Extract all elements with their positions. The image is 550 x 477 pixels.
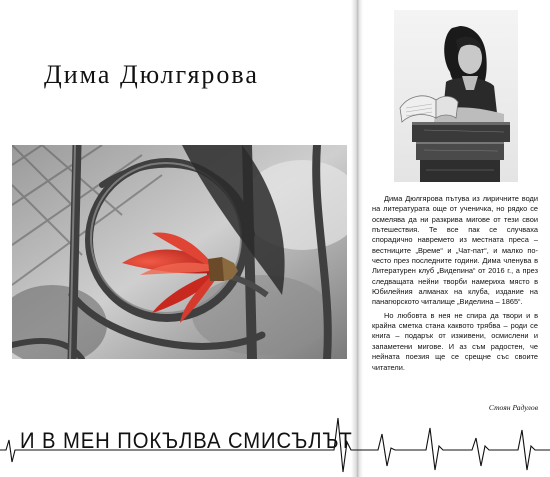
author-portrait (394, 10, 518, 182)
flower-photo (12, 145, 347, 359)
author-biography (372, 194, 538, 373)
book-title: И В МЕН ПОКЪЛВА СМИСЪЛЪТ (20, 428, 353, 453)
signature: Стоян Радулов (488, 403, 538, 412)
author-name: Дима Дюлгярова (44, 60, 259, 89)
bio-paragraph-1: Дима Дюлгярова пътува из лиричните води на литературата още от ученичка, но рядко се осмелява да ни разкрива мигове от тези свои пътешествия. Те все пак се случваха спорадично навремето из местната преса – вестниците „Време“ и „Чат-пат“, и малко по-често през последните години. Дима членува в Литературен клуб „Видепина“ от 2016 г., а през следващата нейни творби намериха място в Юбилейния алманах на клуба, издание на панагюрското читалище „Виделина – 1865“. (372, 194, 538, 307)
bio-paragraph-2: Но любовта в нея не спира да твори и в крайна сметка стана каквото трябва – роди се книга – подарък от изживени, осмислени и запаметени мигове. И аз съм радостен, че нейната поезия ще се срещне със своите читатели. (372, 310, 538, 372)
